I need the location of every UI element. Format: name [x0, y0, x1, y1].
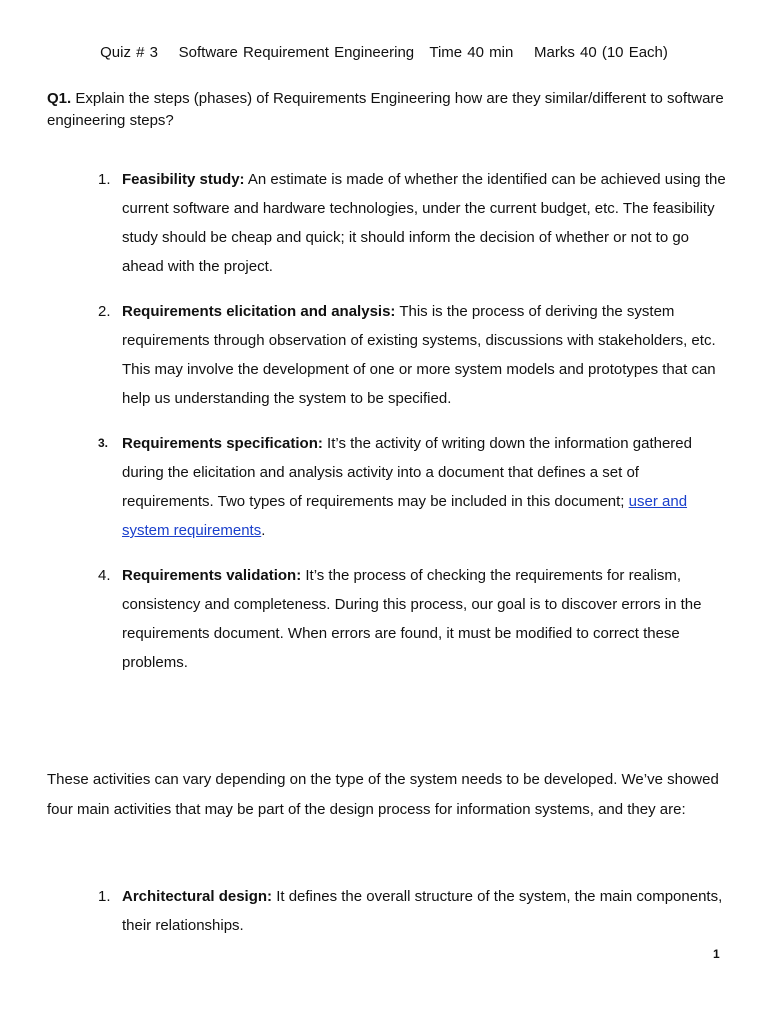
list-item-body [122, 429, 726, 545]
step-text: It’s the process of checking the requirements for realism, consistency and completeness. During this process, our goal is to discover errors in the requirements document. When errors are found, it must be modified to correct these problems. [122, 567, 702, 671]
step-text: This is the process of deriving the system requirements through observation of existing systems, discussions with stakeholders, etc. This may involve the development of one or more system models and prototypes that can help us understanding the system to be specified. [122, 303, 716, 407]
step-term: Requirements validation: [122, 567, 302, 584]
activities-paragraph: These activities can vary depending on the type of the system needs to be developed. We’ve showed four main activities that may be part of the design process for information systems, and they are: [47, 771, 719, 818]
list-item [0, 561, 768, 681]
quiz-header: Quiz # 3 Software Requirement Engineering Time 40 min Marks 40 (10 Each) [100, 44, 668, 61]
list-item-body [122, 297, 726, 413]
list-item [0, 882, 768, 940]
step-text: It’s the activity of writing down the information gathered during the elicitation and analysis activity into a document that defines a set of requirements. Two types of requirements may be included in this document; [122, 435, 692, 510]
list-number: 1. [98, 171, 111, 188]
design-steps-list [0, 882, 768, 940]
step-term: Requirements specification: [122, 435, 323, 452]
list-item-body [122, 882, 726, 940]
step-term: Requirements elicitation and analysis: [122, 303, 396, 320]
list-number: 2. [98, 303, 111, 320]
list-item [0, 297, 768, 429]
requirements-steps-list [0, 165, 768, 681]
list-number: 1. [98, 888, 111, 905]
step-term: Feasibility study: [122, 171, 245, 188]
page-number: 1 [713, 947, 720, 961]
list-item-body [122, 561, 726, 677]
step-text: It defines the overall structure of the system, the main components, their relationships. [122, 888, 723, 934]
requirements-link[interactable]: user and system requirements [122, 493, 688, 539]
step-term: Architectural design: [122, 888, 273, 905]
list-item [0, 429, 768, 561]
list-item [0, 165, 768, 297]
question-label: Q1. [47, 90, 72, 107]
list-number: 4. [98, 567, 111, 584]
list-item-body [122, 165, 726, 281]
question-text: Explain the steps (phases) of Requirements Engineering how are they similar/different to software engineering steps? [47, 90, 724, 129]
step-text-end: . [261, 522, 266, 539]
question-q1 [47, 88, 727, 132]
list-number: 3. [98, 436, 109, 450]
step-text: An estimate is made of whether the identified can be achieved using the current software and hardware technologies, under the current budget, etc. The feasibility study should be cheap and quick; it should inform the decision of whether or not to go ahead with the project. [122, 171, 726, 275]
